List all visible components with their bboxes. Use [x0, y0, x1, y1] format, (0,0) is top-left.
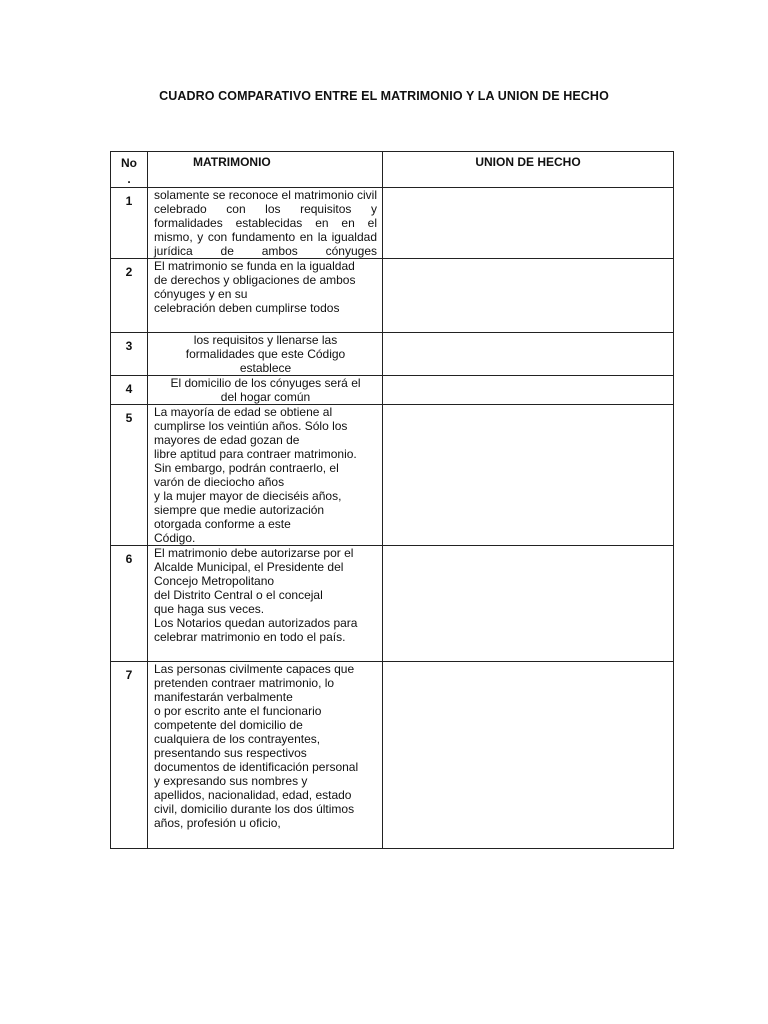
matrimonio-text: La mayoría de edad se obtiene al cumplirse los veintiún años. Sólo los mayores de edad gozan de libre aptitud para contraer matrimonio. Sin embargo, podrán contraerlo, el varón de dieciocho años y la mujer mayor de dieciséis años, siempre que medie autorización otorgada conforme a este Código. [154, 405, 357, 545]
matrimonio-cell [148, 662, 383, 849]
matrimonio-cell [148, 333, 383, 376]
matrimonio-cell [148, 188, 383, 259]
union-cell [383, 662, 674, 849]
table-row [111, 662, 674, 849]
union-cell [383, 405, 674, 546]
row-number: 6 [111, 546, 148, 662]
matrimonio-text: El matrimonio se funda en la igualdad de derechos y obligaciones de ambos cónyuges y en su celebración deben cumplirse todos [154, 259, 356, 315]
header-union-de-hecho: UNION DE HECHO [383, 152, 674, 188]
row-number: 5 [111, 405, 148, 546]
matrimonio-text: El domicilio de los cónyuges será el del hogar común [170, 376, 361, 404]
table-row [111, 188, 674, 259]
matrimonio-cell [148, 259, 383, 333]
page-title: CUADRO COMPARATIVO ENTRE EL MATRIMONIO Y LA UNION DE HECHO [159, 89, 609, 103]
comparison-table [110, 151, 674, 849]
table-row [111, 376, 674, 405]
union-cell [383, 259, 674, 333]
matrimonio-text: Las personas civilmente capaces que pretenden contraer matrimonio, lo manifestarán verbalmente o por escrito ante el funcionario competente del domicilio de cualquiera de los contrayentes, presentando sus respectivos documentos de identificación personal y expresando sus nombres y apellidos, nacionalidad, edad, estado civil, domicilio durante los dos últimos años, profesión u oficio, [154, 662, 359, 830]
union-cell [383, 333, 674, 376]
matrimonio-text: El matrimonio debe autorizarse por el Alcalde Municipal, el Presidente del Concejo Metropolitano del Distrito Central o el concejal que haga sus veces. Los Notarios quedan autorizados para celebrar matrimonio en todo el país. [154, 546, 358, 644]
union-cell [383, 188, 674, 259]
union-cell [383, 376, 674, 405]
table-header-row [111, 152, 674, 188]
matrimonio-cell [148, 376, 383, 405]
row-number: 7 [111, 662, 148, 849]
matrimonio-text: solamente se reconoce el matrimonio civil celebrado con los requisitos y formalidades establecidas en en el mismo, y con fundamento en la igualdad jurídica de ambos cónyuges [154, 188, 377, 258]
table-row [111, 546, 674, 662]
union-cell [383, 546, 674, 662]
matrimonio-cell [148, 405, 383, 546]
table-row [111, 259, 674, 333]
table-row [111, 333, 674, 376]
row-number: 2 [111, 259, 148, 333]
table-row [111, 405, 674, 546]
matrimonio-cell [148, 546, 383, 662]
row-number: 4 [111, 376, 148, 405]
header-no: No . [111, 152, 148, 188]
header-matrimonio: MATRIMONIO [148, 152, 383, 188]
row-number: 3 [111, 333, 148, 376]
matrimonio-text: los requisitos y llenarse las formalidades que este Código establece [185, 333, 346, 375]
row-number: 1 [111, 188, 148, 259]
